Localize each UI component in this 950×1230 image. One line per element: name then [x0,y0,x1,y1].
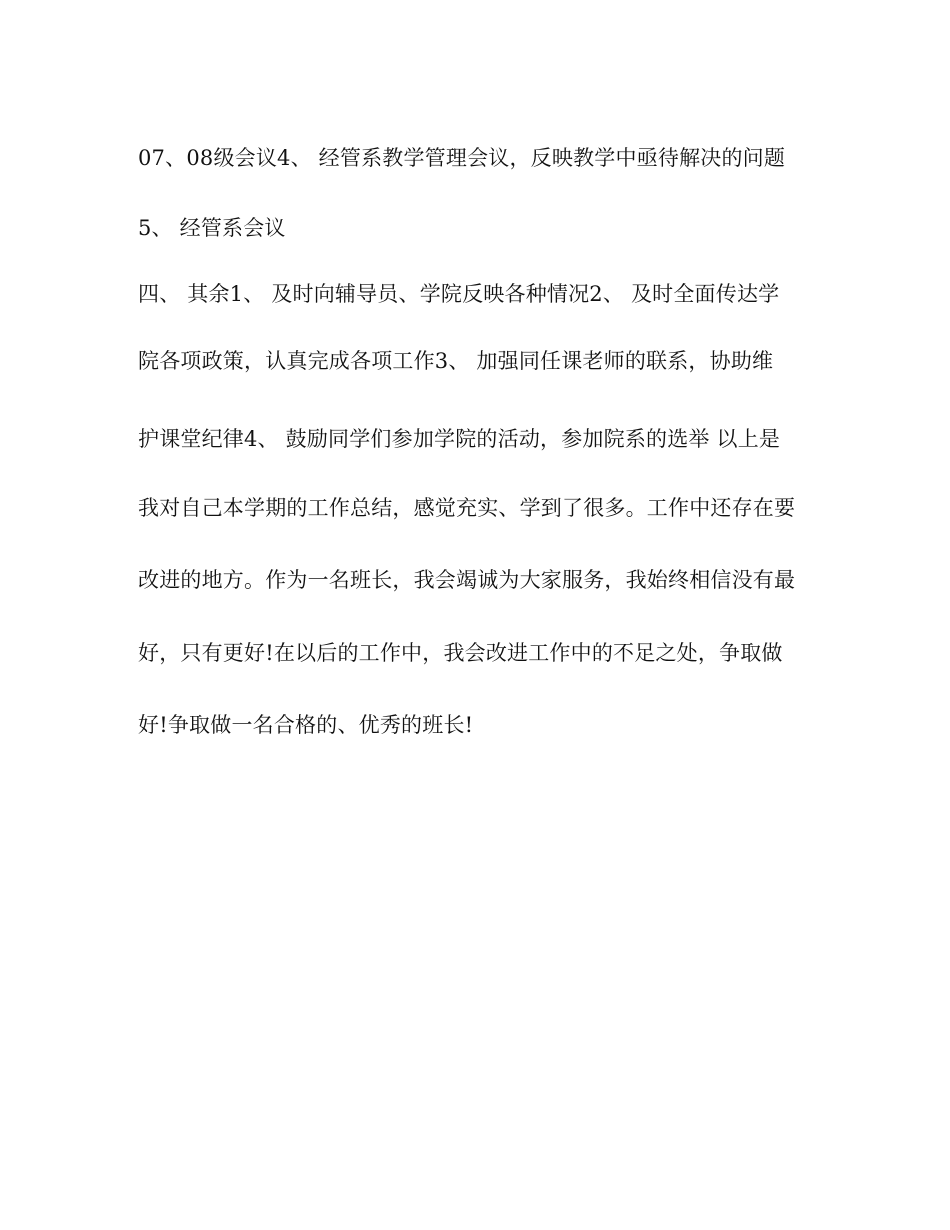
document-text-line: 07、08级会议4、 经管系教学管理会议，反映教学中亟待解决的问题 [138,146,786,170]
document-text-line: 四、 其余1、 及时向辅导员、学院反映各种情况2、 及时全面传达学 [138,282,780,306]
document-text-line: 好!争取做一名合格的、优秀的班长! [138,713,474,737]
document-text-line: 好，只有更好!在以后的工作中，我会改进工作中的不足之处，争取做 [138,641,783,665]
document-text-line: 改进的地方。作为一名班长，我会竭诚为大家服务，我始终相信没有最 [138,568,796,592]
document-text-line: 护课堂纪律4、 鼓励同学们参加学院的活动，参加院系的选举 以上是 [138,427,781,451]
document-text-line: 我对自己本学期的工作总结，感觉充实、学到了很多。工作中还存在要 [138,496,796,520]
document-text-line: 5、 经管系会议 [138,216,286,240]
document-text-line: 院各项政策，认真完成各项工作3、 加强同任课老师的联系，协助维 [138,349,774,373]
